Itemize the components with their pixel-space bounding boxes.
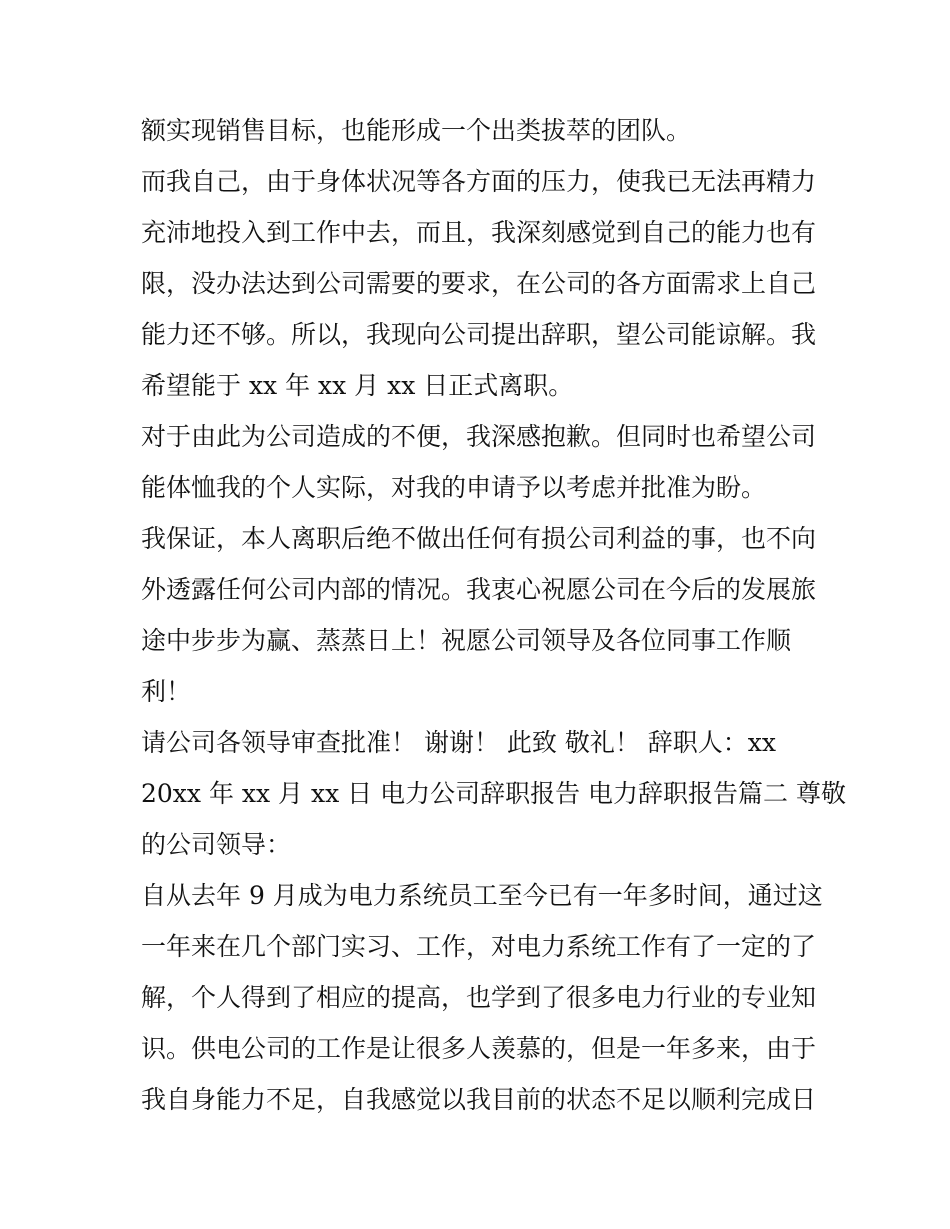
text-line: 20xx 年 xx 月 xx 日 电力公司辞职报告 电力辞职报告篇二 尊敬 [141,779,846,808]
text-line: 充沛地投入到工作中去，而且，我深刻感觉到自己的能力也有 [141,218,817,247]
text-line: 能力还不够。所以，我现向公司提出辞职，望公司能谅解。我 [141,320,817,349]
text-line: 一年来在几个部门实习、工作，对电力系统工作有了一定的了 [141,932,817,961]
text-line: 而我自己，由于身体状况等各方面的压力，使我已无法再精力 [141,167,817,196]
text-line: 外透露任何公司内部的情况。我衷心祝愿公司在今后的发展旅 [141,575,817,604]
text-line: 途中步步为赢、蒸蒸日上！祝愿公司领导及各位同事工作顺 [141,626,792,655]
text-line: 限，没办法达到公司需要的要求，在公司的各方面需求上自己 [141,269,817,298]
text-line: 希望能于 xx 年 xx 月 xx 日正式离职。 [141,371,574,400]
text-line: 自从去年 9 月成为电力系统员工至今已有一年多时间，通过这 [141,881,823,910]
text-line: 识。供电公司的工作是让很多人羡慕的，但是一年多来，由于 [141,1034,817,1063]
text-line: 请公司各领导审查批准！ 谢谢！ 此致 敬礼！ 辞职人：xx [141,728,776,757]
text-line: 能体恤我的个人实际，对我的申请予以考虑并批准为盼。 [141,473,767,502]
document-page [141,105,846,1125]
text-line: 我保证，本人离职后绝不做出任何有损公司利益的事，也不向 [141,524,817,553]
text-line: 对于由此为公司造成的不便，我深感抱歉。但同时也希望公司 [141,422,817,451]
text-line: 利！ [141,677,192,706]
text-line: 额实现销售目标，也能形成一个出类拔萃的团队。 [141,116,692,145]
text-line: 的公司领导： [141,830,292,859]
text-line: 我自身能力不足，自我感觉以我目前的状态不足以顺利完成日 [141,1085,817,1114]
text-line: 解，个人得到了相应的提高，也学到了很多电力行业的专业知 [141,983,817,1012]
